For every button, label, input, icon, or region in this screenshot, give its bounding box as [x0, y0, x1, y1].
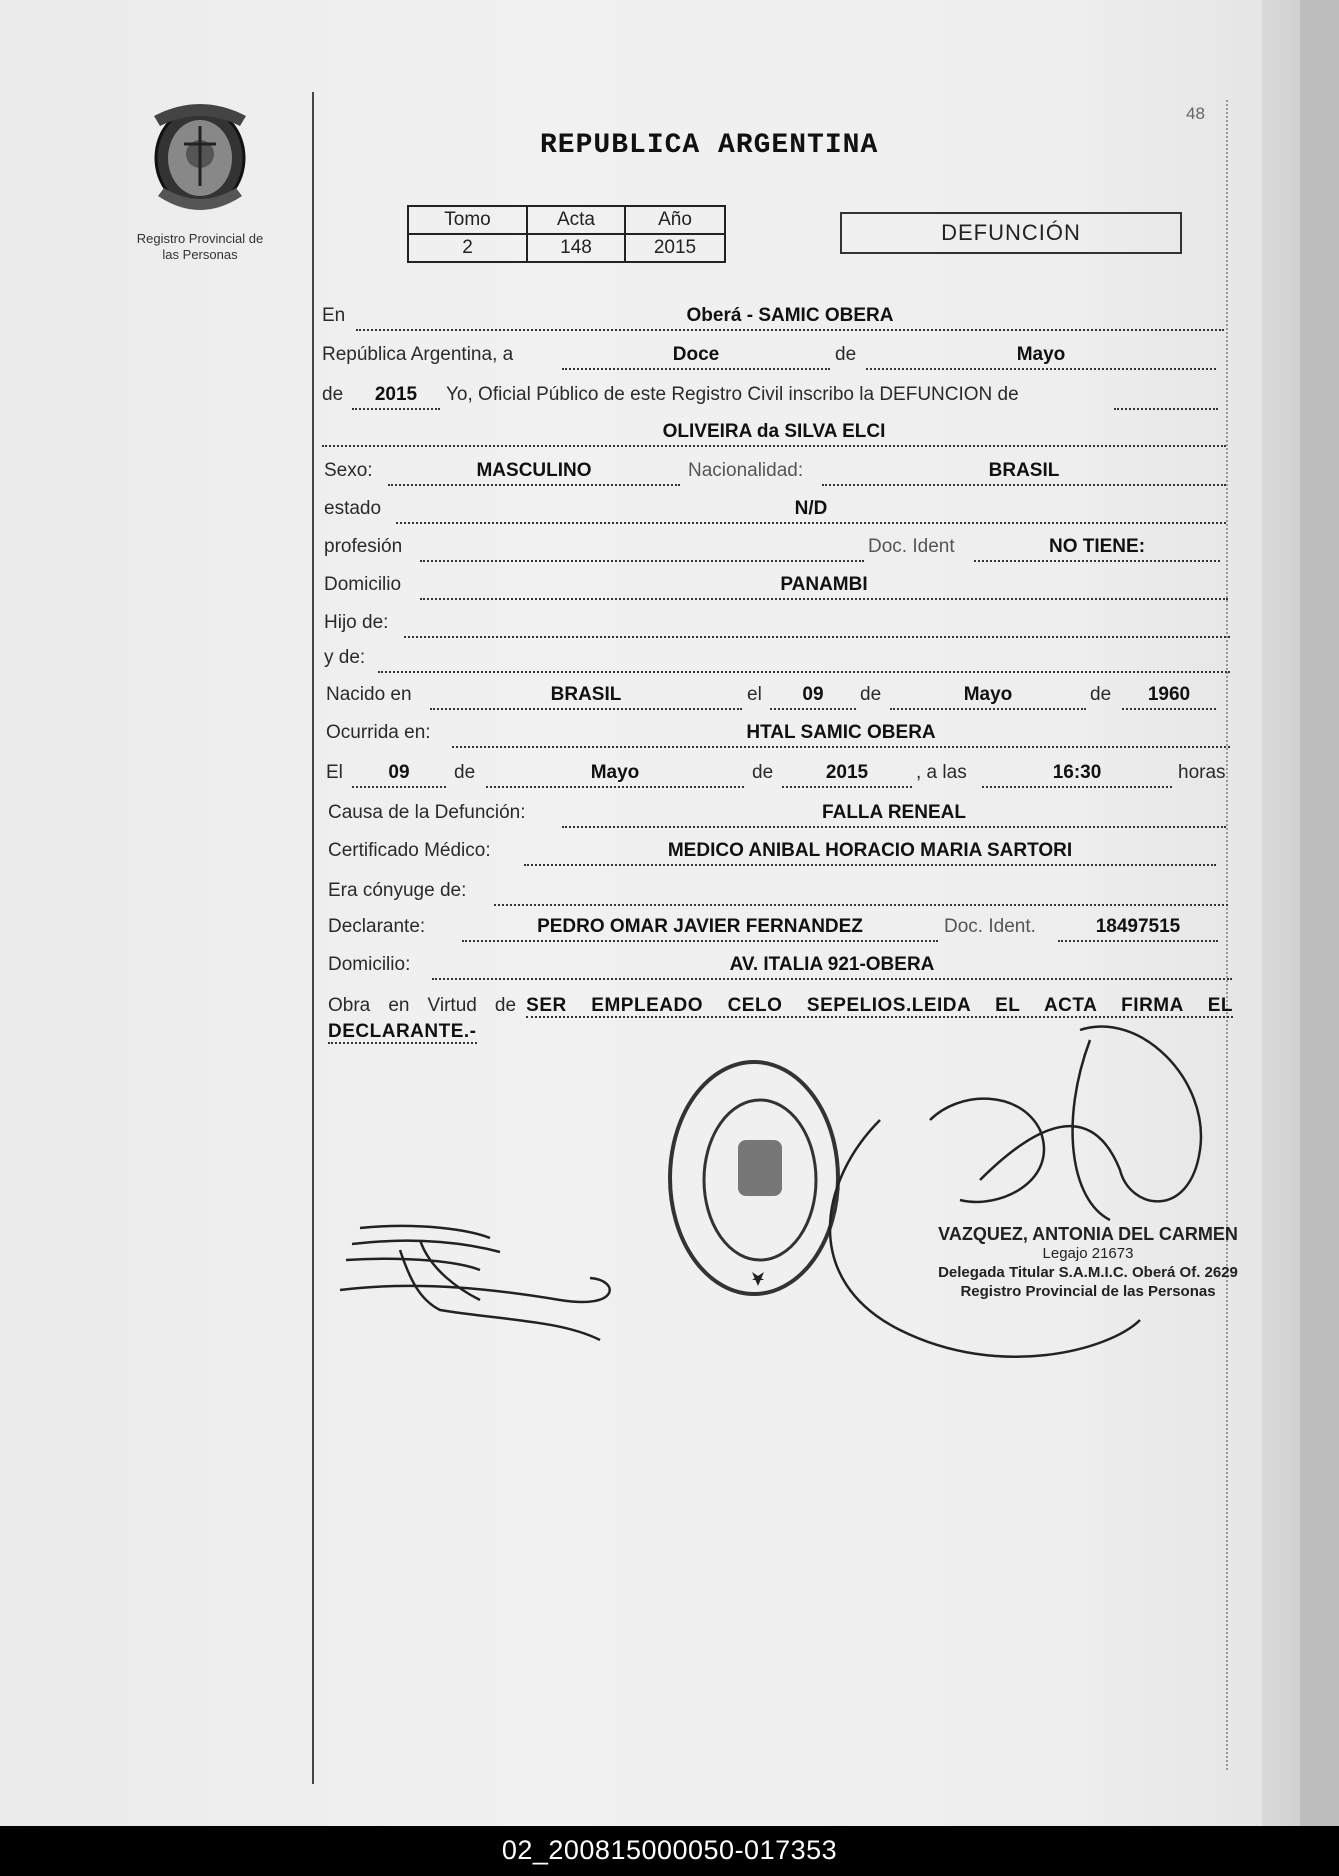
de-label-2: de — [322, 384, 344, 405]
ocurrida-field: HTAL SAMIC OBERA — [452, 722, 1230, 748]
causa-label: Causa de la Defunción: — [328, 802, 526, 823]
anio-field: 2015 — [352, 384, 440, 410]
def-de-label-2: de — [752, 762, 774, 783]
officer-registro: Registro Provincial de las Personas — [960, 1283, 1216, 1300]
nac-de-label: de — [860, 684, 882, 705]
emblem-caption-line1: Registro Provincial de — [136, 231, 264, 246]
officer-signature — [830, 1027, 1201, 1357]
def-dia-field: 09 — [352, 762, 446, 788]
acta-value: 148 — [527, 234, 625, 262]
officer-name: VAZQUEZ, ANTONIA DEL CARMEN — [938, 1224, 1238, 1244]
declarante-field: PEDRO OMAR JAVIER FERNANDEZ — [462, 916, 938, 942]
officer-stamp — [938, 1225, 1238, 1301]
hora-field: 16:30 — [982, 762, 1172, 788]
sexo-field: MASCULINO — [388, 460, 680, 486]
sexo-label: Sexo: — [324, 460, 373, 481]
nac-de-label-2: de — [1090, 684, 1112, 705]
nac-dia-field: 09 — [770, 684, 856, 710]
nombre-field: OLIVEIRA da SILVA ELCI — [322, 421, 1226, 447]
horas-label: horas — [1178, 762, 1226, 783]
estado-field: N/D — [396, 498, 1226, 524]
obra-label: Obra en Virtud de — [328, 995, 517, 1016]
declarante-label: Declarante: — [328, 916, 426, 937]
nacido-field: BRASIL — [430, 684, 742, 710]
scan-caption: 02_200815000050-017353 — [0, 1826, 1339, 1876]
ocurrida-label: Ocurrida en: — [326, 722, 431, 743]
emblem-caption-line2: las Personas — [162, 247, 238, 262]
nac-mes-field: Mayo — [890, 684, 1086, 710]
profesion-label: profesión — [324, 536, 403, 557]
domicilio2-label: Domicilio: — [328, 954, 411, 975]
tomo-header: Tomo — [408, 206, 527, 234]
en-label: En — [322, 305, 346, 326]
estado-label: estado — [324, 498, 382, 519]
decl-doc-field: 18497515 — [1058, 916, 1218, 942]
causa-field: FALLA RENEAL — [562, 802, 1226, 828]
document-title: REPUBLICA ARGENTINA — [540, 130, 879, 161]
hijo-label: Hijo de: — [324, 612, 389, 633]
certificado-label: Certificado Médico: — [328, 840, 491, 861]
nac-anio-field: 1960 — [1122, 684, 1216, 710]
record-type-box: DEFUNCIÓN — [840, 212, 1182, 254]
conyuge-label: Era cónyuge de: — [328, 880, 467, 901]
dia-field: Doce — [562, 344, 830, 370]
doc-field: NO TIENE: — [974, 536, 1220, 562]
declarant-signature — [340, 1226, 610, 1340]
obra-field: SER EMPLEADO CELO SEPELIOS.LEIDA EL ACTA FIRMA EL DECLARANTE.- — [328, 995, 1233, 1042]
anio-header: Año — [625, 206, 725, 234]
acta-header: Acta — [527, 206, 625, 234]
def-mes-field: Mayo — [486, 762, 744, 788]
def-anio-field: 2015 — [782, 762, 912, 788]
inscribo-text: Yo, Oficial Público de este Registro Civil inscribo la DEFUNCION de — [446, 384, 1019, 405]
anio-value: 2015 — [625, 234, 725, 262]
certificado-field: MEDICO ANIBAL HORACIO MARIA SARTORI — [524, 840, 1216, 866]
nacido-label: Nacido en — [326, 684, 412, 705]
domicilio-label: Domicilio — [324, 574, 402, 595]
def-el-label: El — [326, 762, 343, 783]
de-label: de — [835, 344, 857, 365]
republica-label: República Argentina, a — [322, 344, 514, 365]
alas-label: , a las — [916, 762, 967, 783]
mes-field: Mayo — [866, 344, 1216, 370]
yde-label: y de: — [324, 647, 366, 668]
officer-cargo: Delegada Titular S.A.M.I.C. Oberá Of. 2629 — [938, 1264, 1238, 1281]
def-de-label: de — [454, 762, 476, 783]
nacionalidad-label: Nacionalidad: — [688, 460, 804, 481]
nac-el-label: el — [747, 684, 762, 705]
domicilio2-field: AV. ITALIA 921-OBERA — [432, 954, 1232, 980]
page-number: 48 — [1186, 104, 1205, 123]
officer-legajo: Legajo 21673 — [1042, 1245, 1134, 1262]
lugar-field: Oberá - SAMIC OBERA — [356, 305, 1224, 331]
doc-label: Doc. Ident — [868, 536, 955, 557]
tomo-value: 2 — [408, 234, 527, 262]
domicilio-field: PANAMBI — [420, 574, 1228, 600]
registry-seal — [670, 1062, 838, 1294]
decl-doc-label: Doc. Ident. — [944, 916, 1036, 937]
nacionalidad-field: BRASIL — [822, 460, 1226, 486]
